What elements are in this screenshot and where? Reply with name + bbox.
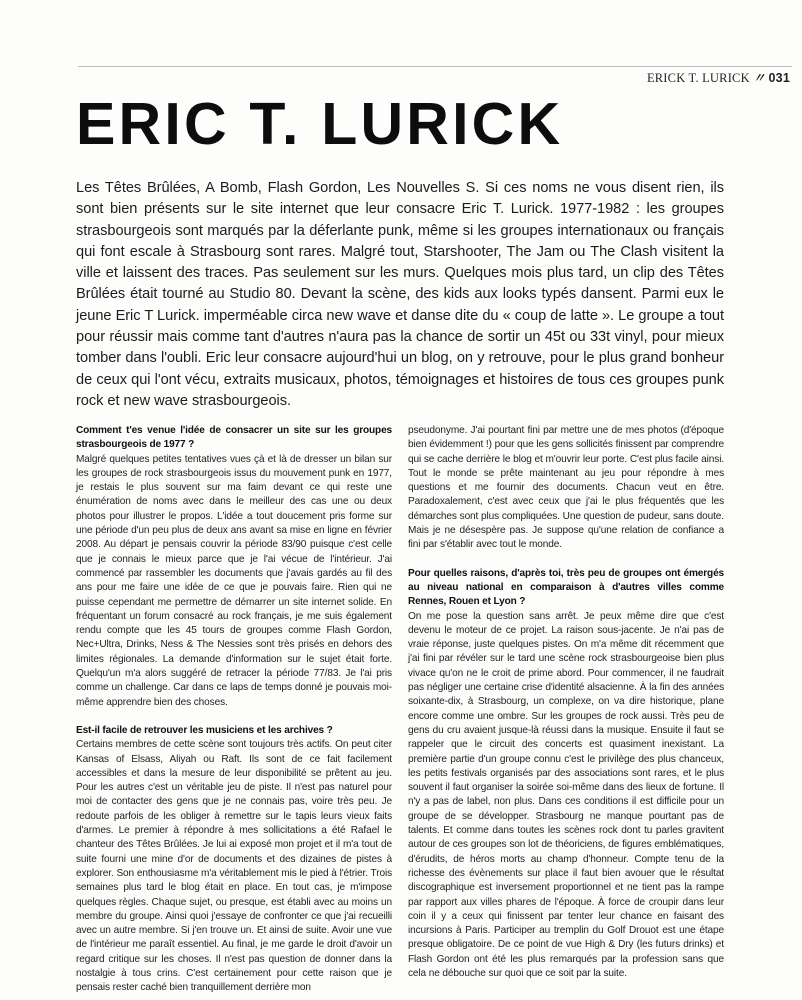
- separator-mark: 〃: [752, 71, 766, 85]
- question-3: Pour quelles raisons, d'après toi, très peu de groupes ont émergés au niveau national en comparaison à d'autres villes comme Rennes, Rouen et Lyon ?: [408, 567, 724, 608]
- article-title: ERIC T. LURICK: [76, 91, 564, 157]
- answer-2-part-1: Certains membres de cette scène sont toujours très actifs. On peut citer Kansas of Elsass, Aliyah ou Raft. Ils sont de ce fait facilement accessibles et dans la mesure de leur disponibilité se prêtent au jeu. Pour les autres c'est un véritable jeu de piste. Il n'est pas naturel pour moi de contacter des gens que je ne connais pas, voire très peu. Je redoute parfois de les obliger à remettre sur le tapis leurs vieux faits d'armes. Le premier à répondre à mes sollicitations a été Rafael le chanteur des Têtes Brûlées. Je lui ai exposé mon projet et il m'a tout de suite fourni une mine d'or de documents et des dizaines de pistes à explorer. Son enthousiasme m'a véritablement mis le pied à l'étrier. Trois semaines plus tard le blog était en place. En tout cas, je m'impose quelques règles. Chaque sujet, ou presque, est établi avec au moins un membre du groupe. Ainsi quoi j'essaye de confronter ce que j'ai recueilli avec un autre membre. Si j'en trouve un. Et ainsi de suite. Avoir une vue de l'intérieur me paraît essentiel. Au final, je me garde le droit d'avoir un regard critique sur les choses. Il n'est pas question de donner dans la nostalgie à tous crins. C'est certainement pour cette raison que je pensais rester caché bien tranquillement derrière mon: [76, 739, 392, 994]
- column-left: [76, 424, 392, 996]
- column-right: [408, 424, 724, 981]
- answer-3: On me pose la question sans arrêt. Je peux même dire que c'est devenu le moteur de ce projet. La raison sous-jacente. Je n'ai pas de vraie réponse, juste quelques pistes. On m'a même dit récemment que j'ai fini par révéler sur le tard une scène rock strasbourgeoise bien plus vivace qu'on ne le croit de prime abord. Pour commencer, il ne faudrait pas négliger une certaine crise d'identité alsacienne. À la fin des années soixante-dix, à Strasbourg, un complexe, on va dire historique, plane encore comme une ombre. Sur les groupes de rock aussi. Très peu de gens du cru avaient jusque-là réussi dans la musique. Ensuite il faut se rappeler que le circuit des concerts est quasiment inexistant. La première partie d'un groupe connu c'est le privilège des plus chanceux, les petits festivals organisés par des associations sont rares, et le plus souvent il faut organiser la soirée soi-même dans des lieux de fortune. Il n'y a pas de label, non plus. Dans ces conditions il est difficile pour un groupe de se développer. Strasbourg ne manque pourtant pas de talents. Et comme dans toutes les scènes rock dont tu parles gravitent autour de ces groupes son lot de théoriciens, de figures emblématiques, d'érudits, de héros morts au champ d'honneur. Compte tenu de la richesse des évènements sur place il faut bien avouer que le résultat discographique est inversement proportionnel et ne tient pas la rampe par rapport aux villes phares de l'époque. À force de croupir dans leur coin il y a ceux qui finissent par tenter leur chance en faisant des incursions à Paris. Participer au tremplin du Golf Drouot est une étape presque obligatoire. De ce point de vue High & Dry (les futurs drinks) et Flash Gordon ont été les plus remarqués par la profession sans que cela ne débouche sur quoi que ce soit par la suite.: [408, 610, 724, 979]
- answer-2-part-2: pseudonyme. J'ai pourtant fini par mettre une de mes photos (d'époque bien évidemment !) pour que les gens sollicités finissent par comprendre qui se cache derrière le blog et m'ouvrir leur porte. C'est plus facile ainsi. Tout le monde se prête maintenant au jeu pour répondre à mes questions et me fournir des documents. Chacun veut en être. Paradoxalement, c'est avec ceux que j'ai le plus fréquentés que les démarches sont plus compliquées. Une question de pudeur, sans doute. Mais je ne désespère pas. Je suppose qu'une relation de confiance a fini par s'établir avec tout le monde.: [408, 425, 724, 551]
- paragraph-gap: [408, 553, 724, 567]
- answer-1: Malgré quelques petites tentatives vues çà et là de dresser un bilan sur les groupes de rock strasbourgeois issus du mouvement punk en 1977, je restais le plus souvent sur ma faim devant ce qui reste une énumération de noms avec dans le meilleur des cas une ou deux photos pour illustrer le propos. L'idée a tout doucement pris forme sur une période d'un peu plus de deux ans avant sa mise en ligne en février 2008. Au départ je pensais couvrir la période 83/90 puisque c'est celle que je connais le mieux parce que je l'ai vécue de l'intérieur. J'ai commencé par rassembler les documents que j'avais gardés au fil des ans pour me faire une idée de ce que je pouvais faire. Rien qui ne puisse cependant me permettre de démarrer un site internet solide. En fréquentant un forum consacré au rock français, je me suis également rendu compte que les 45 tours de groupes comme Flash Gordon, Nec+Ultra, Drinks, Ness & The Nessies sont très prisés en dehors des limites régionales. La demande d'information sur le sujet était forte. Quelqu'un m'a alors suggéré de retracer la période 77/83. Je l'ai pris comme un challenge. Car dans ce laps de temps donné je pouvais moi-même apprendre bien des choses.: [76, 453, 392, 708]
- article-intro: Les Têtes Brûlées, A Bomb, Flash Gordon, Les Nouvelles S. Si ces noms ne vous disent rien, ils sont bien présents sur le site internet que leur consacre Eric T. Lurick. 1977-1982 : les groupes strasbourgeois sont marqués par la déferlante punk, même si les groupes internationaux ou français qui font escale à Strasbourg sont rares. Malgré tout, Starshooter, The Jam ou The Clash visitent la ville et laissent des traces. Pas seulement sur les murs. Quelques mois plus tard, un clip des Têtes Brûlées était tourné au Studio 80. Devant la scène, des kids aux looks typés dansent. Parmi eux le jeune Eric T Lurick. imperméable circa new wave et danse dite du « coup de latte ». Le groupe a tout pour réussir mais comme tant d'autres n'aura pas la chance de sortir un 45t ou 33t vinyl, pour mieux tomber dans l'oubli. Eric leur consacre aujourd'hui un blog, on y retrouve, pour le plus grand bonheur de ceux qui l'ont vécu, extraits musicaux, photos, témoignages et histoires de tous ces groupes punk rock et new wave strasbourgeois.: [76, 180, 724, 409]
- running-header: [647, 68, 790, 86]
- question-1: Comment t'es venue l'idée de consacrer un site sur les groupes strasbourgeois de 1977 ?: [76, 425, 392, 451]
- paragraph-gap: [76, 710, 392, 724]
- page-number: 031: [768, 71, 790, 85]
- header-rule: [78, 66, 792, 67]
- question-2: Est-il facile de retrouver les musiciens et les archives ?: [76, 724, 333, 736]
- running-title: ERICK T. LURICK: [646, 71, 750, 85]
